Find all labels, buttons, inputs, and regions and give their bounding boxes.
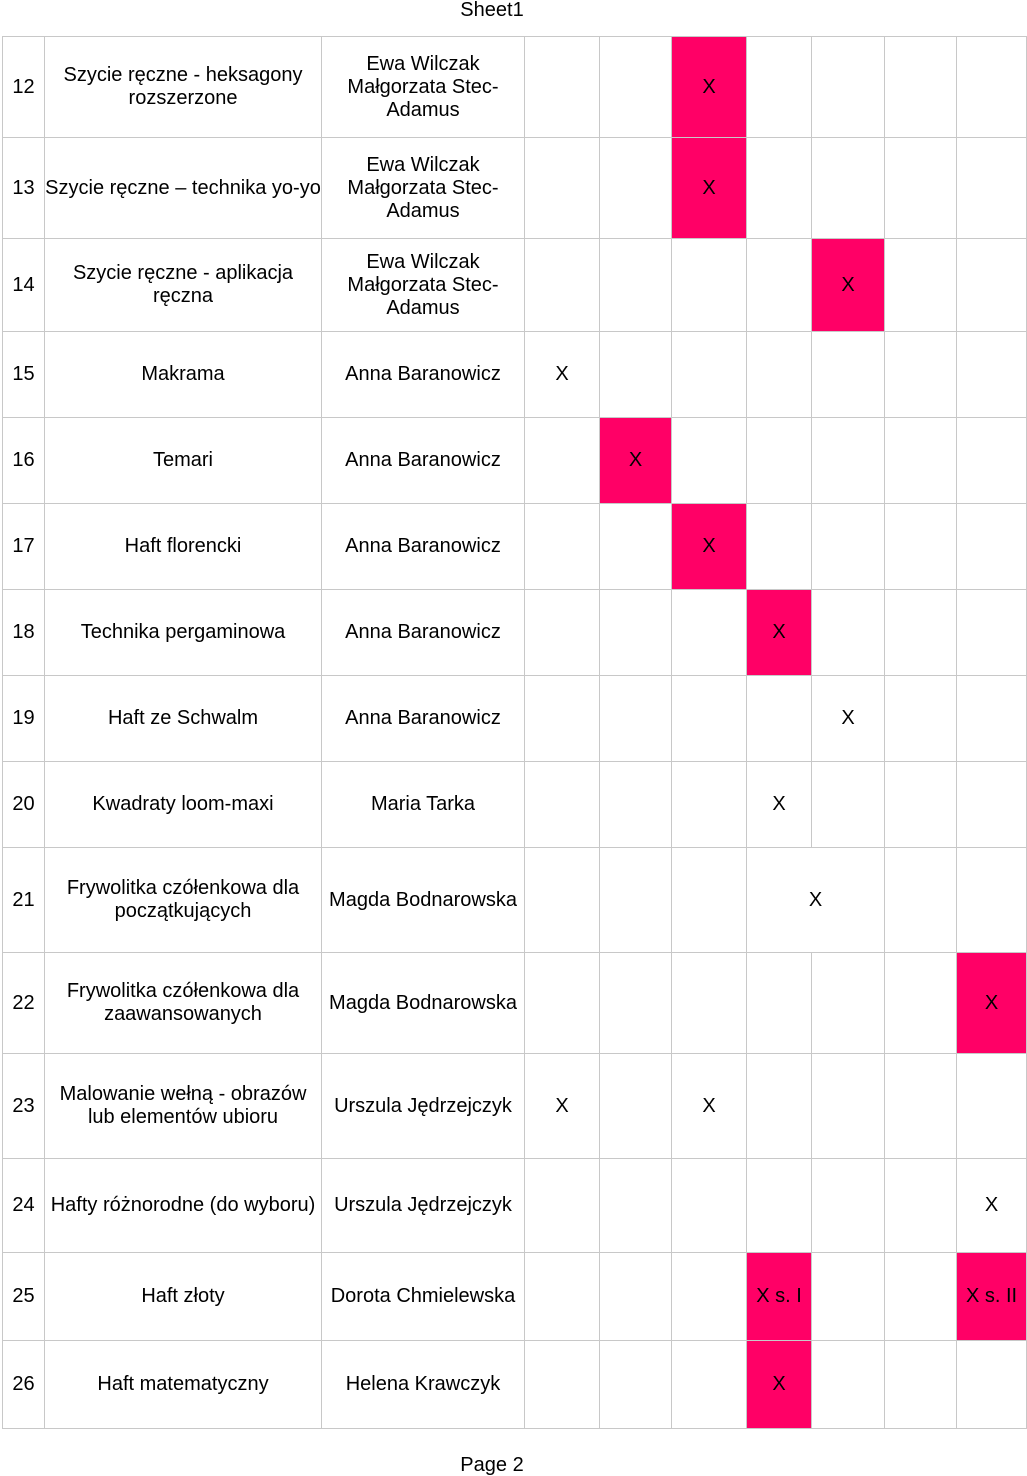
mark-cell (525, 676, 600, 762)
mark-cell (957, 37, 1027, 138)
mark-cell (525, 762, 600, 848)
topic-cell-text: Kwadraty loom-maxi (92, 793, 274, 815)
teacher-cell-text: Ewa Wilczak Małgorzata Stec-Adamus (347, 153, 499, 222)
mark-cell (747, 848, 885, 953)
table-row (3, 1159, 1027, 1253)
mark-cell (672, 1159, 747, 1253)
mark-cell (957, 138, 1027, 239)
mark-cell-text: X (984, 991, 999, 1014)
mark-cell-text: X (772, 621, 786, 643)
mark-cell (885, 1341, 957, 1429)
mark-cell (885, 848, 957, 953)
mark-cell-text: X (702, 1094, 716, 1117)
mark-cell (812, 762, 885, 848)
mark-cell (672, 953, 747, 1054)
teacher-cell-text: Magda Bodnarowska (329, 991, 517, 1014)
schedule-table (2, 36, 1027, 1429)
teacher-cell (322, 418, 525, 504)
sheet-title: Sheet1 (460, 0, 524, 21)
mark-cell (600, 504, 672, 590)
teacher-cell-text: Helena Krawczyk (345, 1373, 501, 1395)
row-number (3, 676, 45, 762)
row-number-text: 24 (12, 1194, 35, 1216)
row-number (3, 1253, 45, 1341)
mark-cell (672, 1341, 747, 1429)
topic-cell (45, 504, 322, 590)
mark-cell (747, 762, 812, 848)
topic-cell-text: Haft złoty (141, 1285, 225, 1307)
table-row (3, 504, 1027, 590)
topic-cell (45, 953, 322, 1054)
mark-cell (525, 418, 600, 504)
topic-cell (45, 1253, 322, 1341)
mark-cell-text: X (841, 707, 855, 729)
teacher-cell (322, 504, 525, 590)
mark-cell-text: X (984, 1194, 999, 1216)
table-row (3, 953, 1027, 1054)
mark-cell (957, 504, 1027, 590)
row-number-text: 22 (12, 991, 35, 1014)
mark-cell (747, 1159, 812, 1253)
teacher-cell-text: Magda Bodnarowska (329, 888, 517, 911)
mark-cell-text: X (841, 273, 855, 296)
mark-cell (885, 676, 957, 762)
mark-cell (600, 848, 672, 953)
mark-cell (812, 676, 885, 762)
teacher-cell (322, 1341, 525, 1429)
table-row (3, 332, 1027, 418)
mark-cell (885, 138, 957, 239)
mark-cell (957, 1253, 1027, 1341)
mark-cell (747, 953, 812, 1054)
mark-cell (812, 504, 885, 590)
mark-cell (672, 590, 747, 676)
topic-cell (45, 1159, 322, 1253)
topic-cell-text: Frywolitka czółenkowa dla zaawansowanych (66, 980, 300, 1025)
mark-cell (747, 504, 812, 590)
teacher-cell (322, 676, 525, 762)
mark-cell (812, 332, 885, 418)
table-row (3, 590, 1027, 676)
row-number-text: 25 (12, 1285, 35, 1307)
mark-cell-text: X (772, 1373, 786, 1395)
topic-cell (45, 676, 322, 762)
topic-cell (45, 848, 322, 953)
mark-cell-text: X (772, 793, 786, 815)
topic-cell-text: Frywolitka czółenkowa dla początkujących (66, 877, 300, 922)
row-number-text: 20 (12, 793, 35, 815)
row-number-text: 21 (12, 888, 35, 911)
row-number-text: 13 (12, 176, 35, 199)
row-number (3, 504, 45, 590)
row-number (3, 762, 45, 848)
topic-cell-text: Technika pergaminowa (80, 621, 286, 643)
topic-cell-text: Szycie ręczne - heksagony rozszerzone (63, 64, 303, 109)
teacher-cell (322, 762, 525, 848)
mark-cell (747, 418, 812, 504)
mark-cell (885, 1159, 957, 1253)
mark-cell (747, 1253, 812, 1341)
teacher-cell (322, 1054, 525, 1159)
mark-cell (747, 239, 812, 332)
teacher-cell-text: Maria Tarka (370, 793, 476, 815)
topic-cell (45, 239, 322, 332)
mark-cell (812, 37, 885, 138)
mark-cell (812, 138, 885, 239)
mark-cell (525, 1159, 600, 1253)
page-number: Page 2 (460, 1454, 524, 1476)
table-row (3, 762, 1027, 848)
mark-cell-text: X (702, 75, 716, 98)
row-number-text: 19 (12, 707, 35, 729)
mark-cell (885, 1054, 957, 1159)
teacher-cell (322, 239, 525, 332)
row-number-text: 26 (12, 1373, 35, 1395)
mark-cell (525, 1253, 600, 1341)
topic-cell (45, 1054, 322, 1159)
mark-cell (525, 239, 600, 332)
mark-cell (747, 676, 812, 762)
mark-cell (957, 1159, 1027, 1253)
mark-cell (812, 1054, 885, 1159)
mark-cell (812, 1253, 885, 1341)
mark-cell (885, 762, 957, 848)
topic-cell (45, 762, 322, 848)
mark-cell (747, 37, 812, 138)
topic-cell (45, 1341, 322, 1429)
mark-cell (600, 138, 672, 239)
mark-cell (600, 1341, 672, 1429)
table-row (3, 848, 1027, 953)
mark-cell (885, 953, 957, 1054)
mark-cell (885, 418, 957, 504)
mark-cell (885, 239, 957, 332)
mark-cell (525, 1054, 600, 1159)
topic-cell-text: Makrama (141, 363, 225, 385)
row-number-text: 23 (12, 1094, 35, 1117)
mark-cell (812, 590, 885, 676)
mark-cell (957, 418, 1027, 504)
teacher-cell (322, 332, 525, 418)
row-number (3, 37, 45, 138)
mark-cell (525, 848, 600, 953)
teacher-cell (322, 138, 525, 239)
row-number (3, 138, 45, 239)
table-row (3, 418, 1027, 504)
teacher-cell-text: Urszula Jędrzejczyk (334, 1194, 512, 1216)
topic-cell-text: Haft matematyczny (97, 1373, 269, 1395)
mark-cell-text: X (702, 176, 716, 199)
topic-cell (45, 418, 322, 504)
mark-cell (525, 37, 600, 138)
topic-cell-text: Temari (152, 449, 213, 471)
mark-cell (600, 590, 672, 676)
topic-cell-text: Szycie ręczne – technika yo-yo (45, 176, 321, 199)
topic-cell-text: Szycie ręczne - aplikacja ręczna (72, 262, 294, 307)
mark-cell (885, 37, 957, 138)
teacher-cell (322, 848, 525, 953)
teacher-cell-text: Anna Baranowicz (345, 707, 501, 729)
table-row (3, 1054, 1027, 1159)
topic-cell (45, 138, 322, 239)
row-number-text: 16 (12, 449, 35, 471)
teacher-cell-text: Urszula Jędrzejczyk (334, 1094, 512, 1117)
topic-cell (45, 37, 322, 138)
mark-cell (812, 418, 885, 504)
teacher-cell-text: Anna Baranowicz (345, 535, 501, 557)
mark-cell (600, 953, 672, 1054)
mark-cell (525, 953, 600, 1054)
mark-cell (672, 762, 747, 848)
mark-cell (812, 953, 885, 1054)
mark-cell (672, 332, 747, 418)
mark-cell (672, 848, 747, 953)
table-row (3, 1341, 1027, 1429)
table-row (3, 138, 1027, 239)
topic-cell-text: Haft ze Schwalm (107, 707, 259, 729)
mark-cell (747, 1341, 812, 1429)
teacher-cell-text: Anna Baranowicz (345, 621, 501, 643)
mark-cell (672, 676, 747, 762)
mark-cell (957, 762, 1027, 848)
teacher-cell (322, 590, 525, 676)
mark-cell (672, 1054, 747, 1159)
mark-cell (600, 37, 672, 138)
mark-cell (812, 239, 885, 332)
mark-cell (600, 1054, 672, 1159)
topic-cell-text: Hafty różnorodne (do wyboru) (50, 1194, 316, 1216)
mark-cell (600, 762, 672, 848)
mark-cell (957, 332, 1027, 418)
mark-cell (957, 590, 1027, 676)
mark-cell (957, 676, 1027, 762)
mark-cell (525, 138, 600, 239)
mark-cell (672, 504, 747, 590)
mark-cell (672, 239, 747, 332)
mark-cell (957, 1341, 1027, 1429)
teacher-cell-text: Anna Baranowicz (345, 449, 501, 471)
row-number (3, 239, 45, 332)
teacher-cell (322, 953, 525, 1054)
mark-cell (672, 1253, 747, 1341)
row-number (3, 590, 45, 676)
mark-cell (600, 1159, 672, 1253)
mark-cell (525, 1341, 600, 1429)
mark-cell (672, 418, 747, 504)
mark-cell (957, 1054, 1027, 1159)
mark-cell (885, 1253, 957, 1341)
row-number (3, 332, 45, 418)
mark-cell (885, 332, 957, 418)
mark-cell (600, 418, 672, 504)
teacher-cell (322, 1159, 525, 1253)
table-row (3, 1253, 1027, 1341)
mark-cell-text: X (628, 449, 643, 471)
row-number (3, 1341, 45, 1429)
row-number-text: 14 (12, 273, 35, 296)
table-row (3, 239, 1027, 332)
row-number-text: 17 (12, 535, 35, 557)
mark-cell (747, 332, 812, 418)
row-number-text: 12 (12, 75, 35, 98)
mark-cell (812, 1159, 885, 1253)
mark-cell-text: X s. I (756, 1285, 802, 1307)
mark-cell-text: X (808, 888, 823, 911)
mark-cell (600, 239, 672, 332)
row-number-text: 18 (12, 621, 35, 643)
mark-cell (525, 504, 600, 590)
topic-cell-text: Malowanie wełną - obrazów lub elementów ubioru (59, 1083, 307, 1128)
mark-cell-text: X s. II (965, 1285, 1018, 1307)
table-row (3, 37, 1027, 138)
mark-cell-text: X (555, 363, 569, 385)
mark-cell (672, 37, 747, 138)
topic-cell (45, 332, 322, 418)
row-number (3, 848, 45, 953)
mark-cell (600, 332, 672, 418)
mark-cell (812, 1341, 885, 1429)
mark-cell (747, 590, 812, 676)
mark-cell (525, 332, 600, 418)
teacher-cell-text: Ewa Wilczak Małgorzata Stec-Adamus (347, 250, 499, 319)
mark-cell (672, 138, 747, 239)
teacher-cell-text: Anna Baranowicz (345, 363, 501, 385)
mark-cell (885, 504, 957, 590)
mark-cell (525, 590, 600, 676)
mark-cell (747, 1054, 812, 1159)
mark-cell (957, 953, 1027, 1054)
mark-cell (957, 848, 1027, 953)
mark-cell (747, 138, 812, 239)
mark-cell (885, 590, 957, 676)
mark-cell-text: X (702, 535, 716, 557)
mark-cell (957, 239, 1027, 332)
mark-cell (600, 1253, 672, 1341)
teacher-cell-text: Ewa Wilczak Małgorzata Stec-Adamus (347, 52, 499, 121)
mark-cell (600, 676, 672, 762)
table-row (3, 676, 1027, 762)
teacher-cell-text: Dorota Chmielewska (330, 1285, 516, 1307)
topic-cell (45, 590, 322, 676)
topic-cell-text: Haft florencki (124, 535, 242, 557)
row-number (3, 418, 45, 504)
mark-cell-text: X (555, 1094, 569, 1117)
row-number (3, 1159, 45, 1253)
row-number (3, 1054, 45, 1159)
row-number (3, 953, 45, 1054)
teacher-cell (322, 1253, 525, 1341)
row-number-text: 15 (12, 363, 35, 385)
teacher-cell (322, 37, 525, 138)
